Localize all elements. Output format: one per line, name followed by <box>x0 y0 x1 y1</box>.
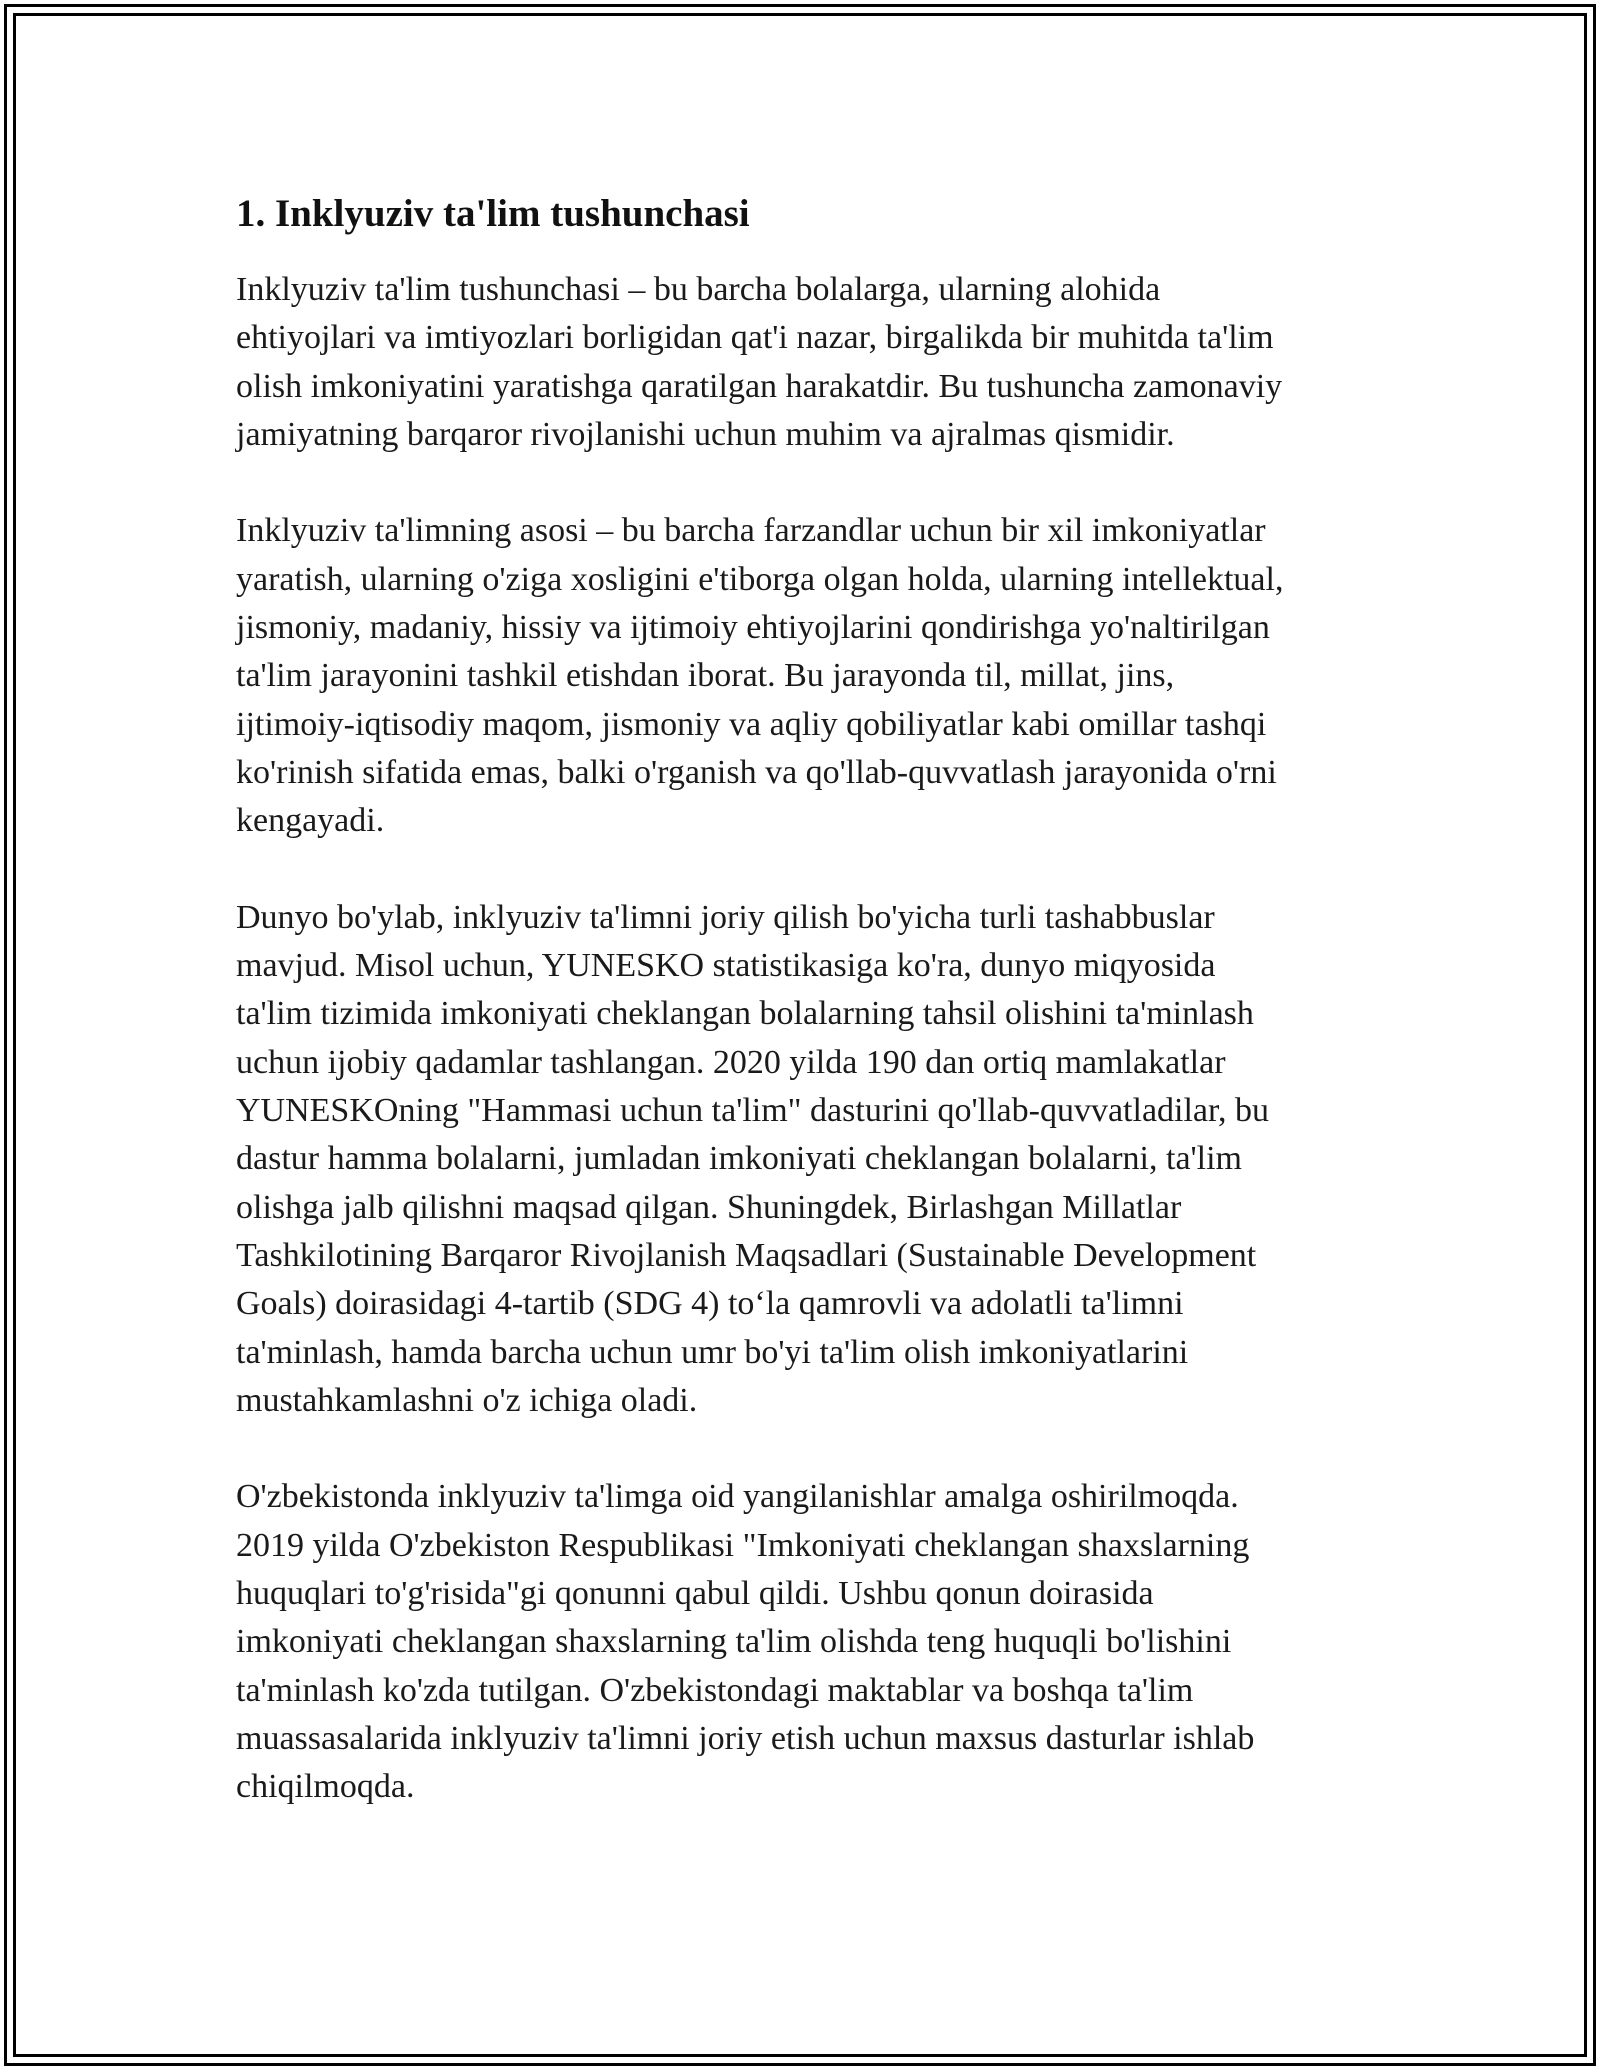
paragraph-line: dastur hamma bolalarni, jumladan imkoniyati cheklangan bolalarni, ta'lim <box>236 1140 1243 1178</box>
paragraph-line: ta'lim jarayonini tashkil etishdan iborat. Bu jarayonda til, millat, jins, <box>236 657 1175 695</box>
paragraph-line: imkoniyati cheklangan shaxslarning ta'lim olishda teng huquqli bo'lishini <box>236 1623 1232 1661</box>
paragraph-line: ko'rinish sifatida emas, balki o'rganish va qo'llab-quvvatlash jarayonida o'rni <box>236 753 1277 791</box>
paragraph-line: Goals) doirasidagi 4-tartib (SDG 4) to‘la qamrovli va adolatli ta'limni <box>236 1285 1184 1323</box>
section-heading: 1. Inklyuziv ta'lim tushunchasi <box>236 192 750 235</box>
paragraph-line: mustahkamlashni o'z ichiga oladi. <box>236 1381 698 1419</box>
paragraph-line: olishga jalb qilishni maqsad qilgan. Shuningdek, Birlashgan Millatlar <box>236 1188 1182 1226</box>
paragraph-line: olish imkoniyatini yaratishga qaratilgan harakatdir. Bu tushuncha zamonaviy <box>236 367 1283 405</box>
paragraph-line: 2019 yilda O'zbekiston Respublikasi "Imkoniyati cheklangan shaxslarning <box>236 1526 1250 1564</box>
paragraph-line: Tashkilotining Barqaror Rivojlanish Maqsadlari (Sustainable Development <box>236 1236 1257 1274</box>
paragraph-line: kengayadi. <box>236 802 385 840</box>
paragraph-line: Dunyo bo'ylab, inklyuziv ta'limni joriy qilish bo'yicha turli tashabbuslar <box>236 898 1215 936</box>
paragraph-line: ehtiyojlari va imtiyozlari borligidan qat'i nazar, birgalikda bir muhitda ta'lim <box>236 319 1274 357</box>
paragraph <box>236 266 1386 459</box>
paragraph-line: ta'minlash, hamda barcha uchun umr bo'yi ta'lim olish imkoniyatlarini <box>236 1333 1189 1371</box>
paragraph-line: O'zbekistonda inklyuziv ta'limga oid yangilanishlar amalga oshirilmoqda. <box>236 1478 1239 1516</box>
paragraph-line: jamiyatning barqaror rivojlanishi uchun muhim va ajralmas qismidir. <box>236 415 1175 453</box>
document-body <box>236 184 1386 1812</box>
paragraph-line: huquqlari to'g'risida"gi qonunni qabul qildi. Ushbu qonun doirasida <box>236 1575 1154 1613</box>
paragraph-line: mavjud. Misol uchun, YUNESKO statistikasiga ko'ra, dunyo miqyosida <box>236 947 1216 985</box>
paragraph <box>236 894 1386 1425</box>
paragraph-line: ta'lim tizimida imkoniyati cheklangan bolalarning tahsil olishini ta'minlash <box>236 995 1254 1033</box>
paragraph-line: ta'minlash ko'zda tutilgan. O'zbekistondagi maktablar va boshqa ta'lim <box>236 1671 1194 1709</box>
paragraph-line: chiqilmoqda. <box>236 1768 415 1806</box>
paragraph-list <box>236 266 1386 1812</box>
paragraph-line: Inklyuziv ta'lim tushunchasi – bu barcha bolalarga, ularning alohida <box>236 271 1161 308</box>
paragraph-line: YUNESKOning "Hammasi uchun ta'lim" dasturini qo'llab-quvvatladilar, bu <box>236 1092 1269 1130</box>
paragraph-line: jismoniy, madaniy, hissiy va ijtimoiy ehtiyojlarini qondirishga yo'naltirilgan <box>236 609 1270 647</box>
paragraph <box>236 1473 1386 1811</box>
paragraph-line: yaratish, ularning o'ziga xosligini e'tiborga olgan holda, ularning intellektual, <box>236 560 1284 598</box>
paragraph-line: uchun ijobiy qadamlar tashlangan. 2020 yilda 190 dan ortiq mamlakatlar <box>236 1043 1226 1081</box>
paragraph <box>236 507 1386 845</box>
paragraph-line: ijtimoiy-iqtisodiy maqom, jismoniy va aqliy qobiliyatlar kabi omillar tashqi <box>236 705 1267 743</box>
paragraph-line: muassasalarida inklyuziv ta'limni joriy etish uchun maxsus dasturlar ishlab <box>236 1719 1255 1757</box>
paragraph-line: Inklyuziv ta'limning asosi – bu barcha farzandlar uchun bir xil imkoniyatlar <box>236 512 1266 550</box>
